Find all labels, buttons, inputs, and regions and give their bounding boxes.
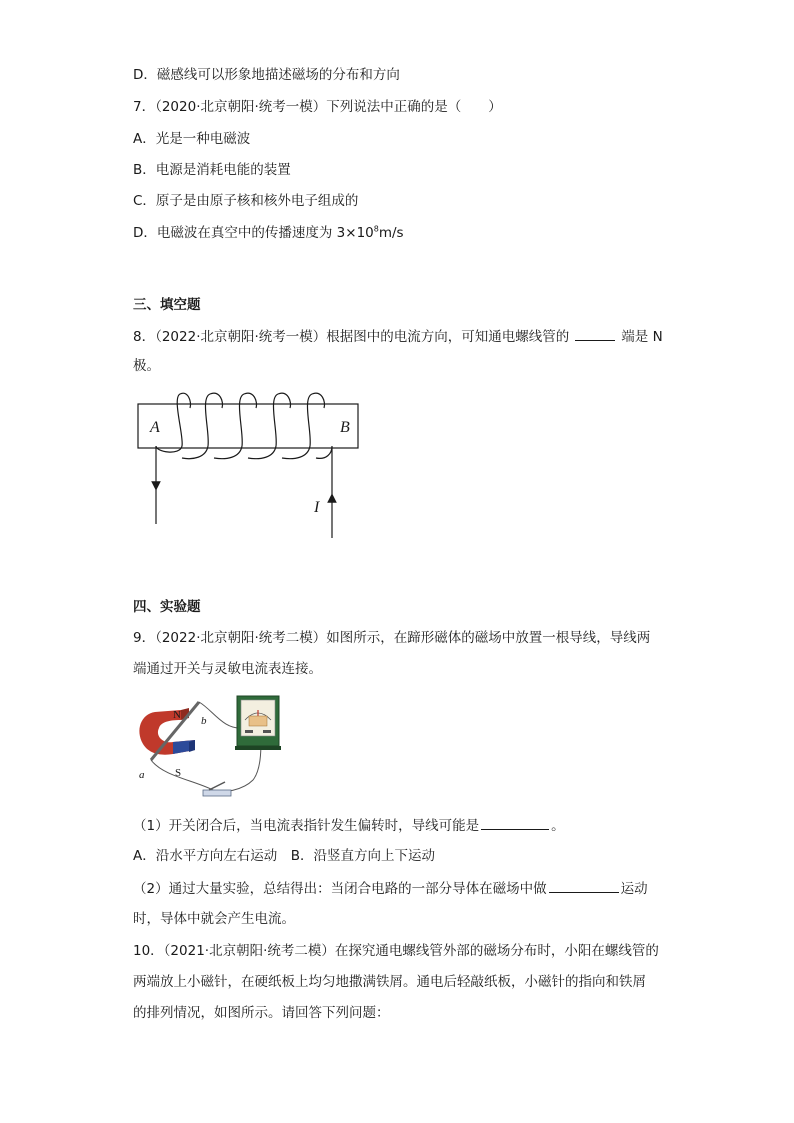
label-wire-a: a — [139, 769, 145, 781]
q9-stem-line1: 9．（2022·北京朝阳·统考二模）如图所示，在蹄形磁体的磁场中放置一根导线，导线两 — [133, 630, 651, 646]
q10-stem-line2: 两端放上小磁针，在硬纸板上均匀地撒满铁屑。通电后轻敲纸板，小磁针的指向和铁屑 — [133, 974, 646, 990]
q9-sub2-text-end: 运动 — [620, 881, 648, 897]
q8-stem-part1: 8．（2022·北京朝阳·统考一模）根据图中的电流方向，可知通电螺线管的 — [133, 329, 570, 345]
q10-stem-line3: 的排列情况，如图所示。请回答下列问题： — [133, 1005, 390, 1021]
q7-option-b: B．电源是消耗电能的装置 — [133, 162, 291, 178]
q7-option-d-unit: m/s — [378, 225, 404, 241]
q7-option-d-exponent: 8 — [373, 224, 379, 234]
q8-stem-part2: 端是 N — [621, 329, 663, 345]
iron-core-rect — [138, 404, 358, 448]
q7-option-c: C．原子是由原子核和核外电子组成的 — [133, 193, 359, 209]
q8-stem — [133, 326, 663, 347]
q9-sub2-blank[interactable] — [549, 878, 619, 893]
q8-answer-blank[interactable] — [575, 326, 615, 341]
galvanometer-icon — [235, 696, 281, 750]
section-fill-in-title: 三、填空题 — [133, 297, 201, 313]
coil-windings — [156, 393, 332, 538]
label-wire-b: b — [201, 715, 207, 727]
q9-sub2-cont: 时，导体中就会产生电流。 — [133, 911, 295, 927]
q9-sub1-blank[interactable] — [481, 815, 549, 830]
q10-stem-line1: 10．（2021·北京朝阳·统考二模）在探究通电螺线管外部的磁场分布时，小阳在螺线管的 — [133, 943, 659, 959]
q9-sub2 — [133, 878, 648, 899]
label-magnet-n: N — [173, 709, 181, 721]
label-current-i: I — [314, 499, 320, 516]
q6-option-d: D．磁感线可以形象地描述磁场的分布和方向 — [133, 67, 400, 83]
switch-icon — [203, 782, 231, 796]
q7-option-d-text: D．电磁波在真空中的传播速度为 3×10 — [133, 225, 374, 241]
q8-stem-cont: 极。 — [133, 358, 160, 374]
induction-figure — [133, 690, 293, 802]
q9-sub2-text: （2）通过大量实验，总结得出：当闭合电路的一部分导体在磁场中做 — [133, 881, 547, 897]
section-experiment-title: 四、实验题 — [133, 599, 201, 615]
q7-stem: 7．（2020·北京朝阳·统考一模）下列说法中正确的是（ ） — [133, 99, 502, 115]
q7-option-d — [133, 223, 404, 243]
label-magnet-s: S — [175, 767, 182, 779]
q9-sub1-end: 。 — [551, 818, 565, 834]
q9-stem-line2: 端通过开关与灵敏电流表连接。 — [133, 661, 322, 677]
label-a: A — [150, 419, 160, 436]
label-b: B — [340, 419, 350, 436]
q7-option-a: A．光是一种电磁波 — [133, 131, 251, 147]
q9-sub1-text: （1）开关闭合后，当电流表指针发生偏转时，导线可能是 — [133, 818, 480, 834]
q9-sub1-options: A．沿水平方向左右运动 B．沿竖直方向上下运动 — [133, 848, 435, 864]
solenoid-figure — [130, 388, 370, 540]
q9-sub1 — [133, 815, 565, 836]
